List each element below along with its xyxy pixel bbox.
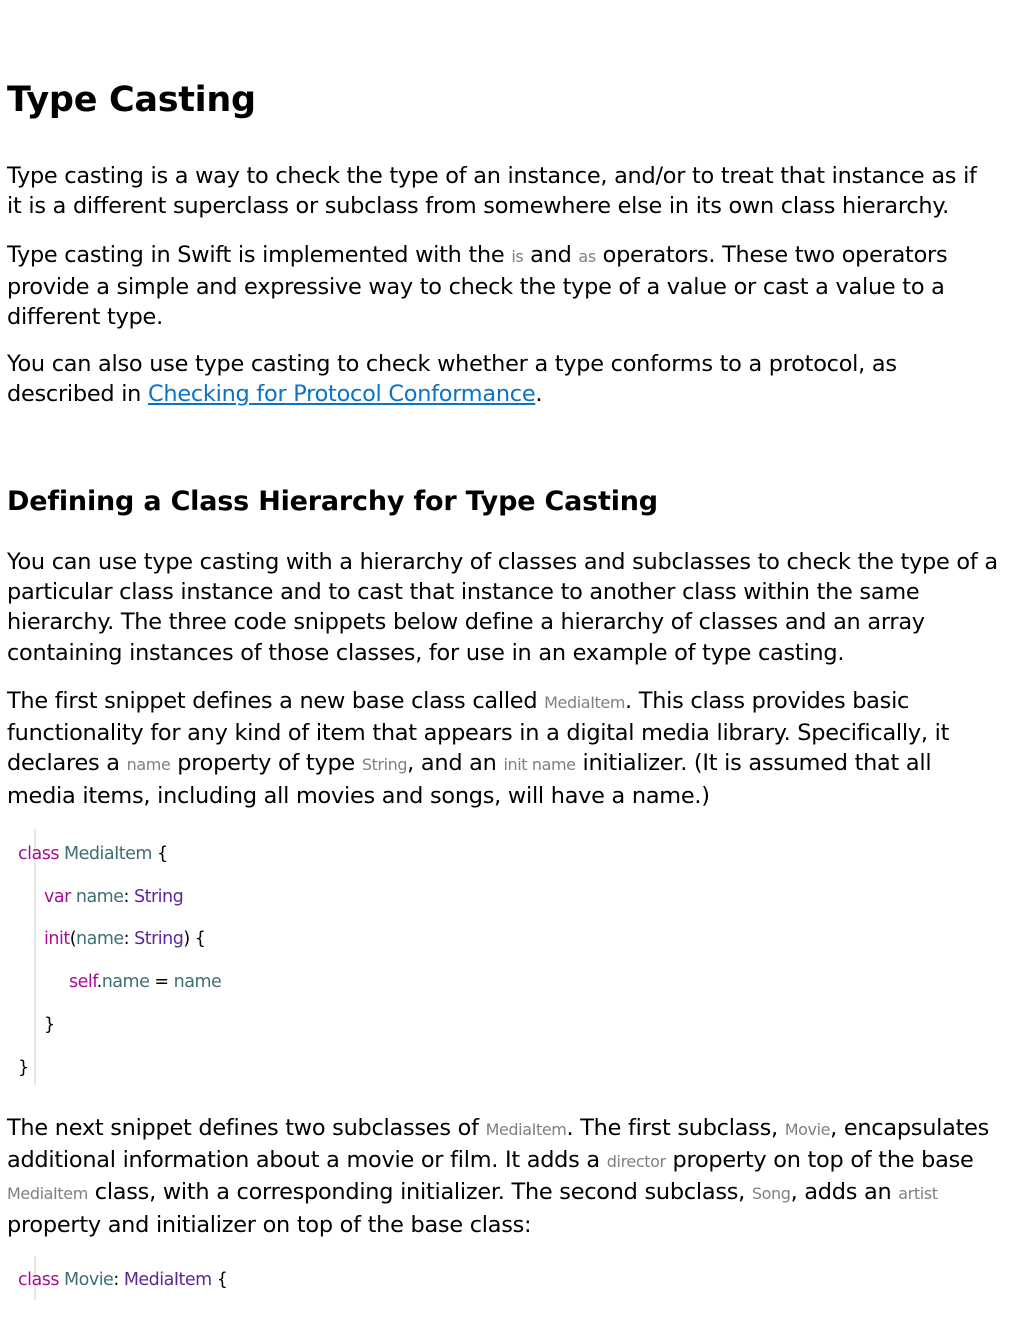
inline-code-mediaitem: MediaItem	[544, 693, 626, 712]
text: functionality for any kind of item that appears in a digital media library. Specifically, it	[7, 720, 950, 747]
inline-code-is: is	[511, 247, 524, 266]
text: hierarchy. The three code snippets below define a hierarchy of classes and an array	[7, 609, 925, 636]
section-paragraph-1	[7, 547, 1021, 668]
code-keyword: var	[44, 887, 71, 907]
code-identifier: name	[76, 929, 124, 949]
text: particular class instance and to cast that instance to another class within the same	[7, 579, 920, 606]
text: provide a simple and expressive way to check the type of a value or cast a value to a	[7, 274, 945, 301]
text: property on top of the base	[665, 1147, 974, 1174]
text: class, with a corresponding initializer. The second subclass,	[87, 1179, 752, 1206]
code-line	[18, 1057, 29, 1079]
text: , encapsulates	[830, 1115, 990, 1141]
code-punct: }	[44, 1015, 55, 1035]
intro-paragraph-3	[7, 349, 1021, 409]
code-punct: (	[69, 929, 77, 949]
code-line	[69, 971, 221, 993]
code-class-name: Movie	[64, 1270, 114, 1290]
text: . This class provides basic	[625, 688, 910, 714]
inline-code-name: name	[126, 755, 171, 775]
page-title: Type Casting	[7, 80, 256, 120]
text: operators. These two operators	[595, 242, 948, 268]
text: , and an	[407, 750, 504, 777]
code-punct: }	[18, 1058, 29, 1078]
intro-paragraph-1	[7, 161, 1021, 221]
code-punct: =	[149, 972, 174, 992]
code-punct: :	[123, 887, 129, 907]
code-punct: {	[157, 844, 168, 864]
section-paragraph-3	[7, 1113, 1021, 1240]
text: .	[535, 381, 543, 408]
text: Type casting is a way to check the type of an instance, and/or to treat that instance as if	[7, 163, 977, 189]
text: initializer. (It is assumed that all	[575, 750, 932, 777]
code-class-name: MediaItem	[64, 844, 152, 864]
text: it is a different superclass or subclass from somewhere else in its own class hierarchy.	[7, 193, 950, 220]
code-identifier: name	[101, 972, 150, 992]
inline-code-artist: artist	[898, 1184, 938, 1204]
inline-code-string: String	[361, 755, 408, 775]
code-punct: .	[96, 972, 102, 992]
inline-code-director: director	[606, 1152, 666, 1172]
code-punct: {	[216, 1270, 228, 1290]
code-keyword: init	[44, 929, 70, 949]
code-block-mediaitem	[34, 829, 36, 1085]
text: The next snippet defines two subclasses of	[7, 1115, 486, 1141]
code-type: String	[134, 929, 184, 949]
text: different type.	[7, 304, 163, 331]
text: . The first subclass,	[566, 1115, 785, 1141]
code-line	[44, 1014, 55, 1036]
code-keyword: class	[18, 1270, 59, 1290]
text: property of type	[170, 750, 362, 777]
section-heading: Defining a Class Hierarchy for Type Casting	[7, 486, 658, 517]
code-punct: :	[113, 1270, 119, 1290]
inline-code-song: Song	[751, 1184, 791, 1204]
code-punct: :	[123, 929, 130, 949]
code-keyword: class	[18, 844, 59, 864]
intro-paragraph-2	[7, 240, 1021, 333]
text: media items, including all movies and songs, will have a name.)	[7, 782, 710, 809]
code-type: String	[133, 887, 184, 907]
code-line	[18, 1269, 227, 1291]
text: additional information about a movie or film. It adds a	[7, 1147, 607, 1174]
text: You can use type casting with a hierarchy of classes and subclasses to check the type of a	[7, 549, 998, 575]
inline-code-movie: Movie	[784, 1120, 831, 1139]
text: You can also use type casting to check whether a type conforms to a protocol, as	[7, 351, 897, 377]
inline-code-mediaitem: MediaItem	[485, 1120, 567, 1139]
code-line	[44, 928, 205, 950]
inline-code-mediaitem: MediaItem	[7, 1184, 88, 1204]
text: property and initializer on top of the base class:	[7, 1211, 532, 1238]
code-keyword: self	[69, 972, 97, 992]
text: containing instances of those classes, for use in an example of type casting.	[7, 639, 845, 666]
text: declares a	[7, 750, 127, 777]
inline-code-as: as	[578, 247, 596, 266]
text: Type casting in Swift is implemented with the	[7, 242, 512, 268]
code-identifier: name	[75, 887, 124, 907]
text: The first snippet defines a new base class called	[7, 688, 545, 714]
code-line	[18, 843, 168, 865]
code-line	[44, 886, 183, 908]
section-paragraph-2	[7, 686, 1021, 811]
inline-code-init-name: init name	[503, 755, 576, 775]
text: described in	[7, 381, 148, 408]
text: and	[523, 242, 579, 268]
protocol-conformance-link[interactable]: Checking for Protocol Conformance	[148, 381, 536, 408]
code-punct: ) {	[183, 929, 206, 949]
code-identifier: name	[173, 972, 222, 992]
code-type: MediaItem	[123, 1270, 212, 1290]
text: , adds an	[790, 1179, 899, 1206]
